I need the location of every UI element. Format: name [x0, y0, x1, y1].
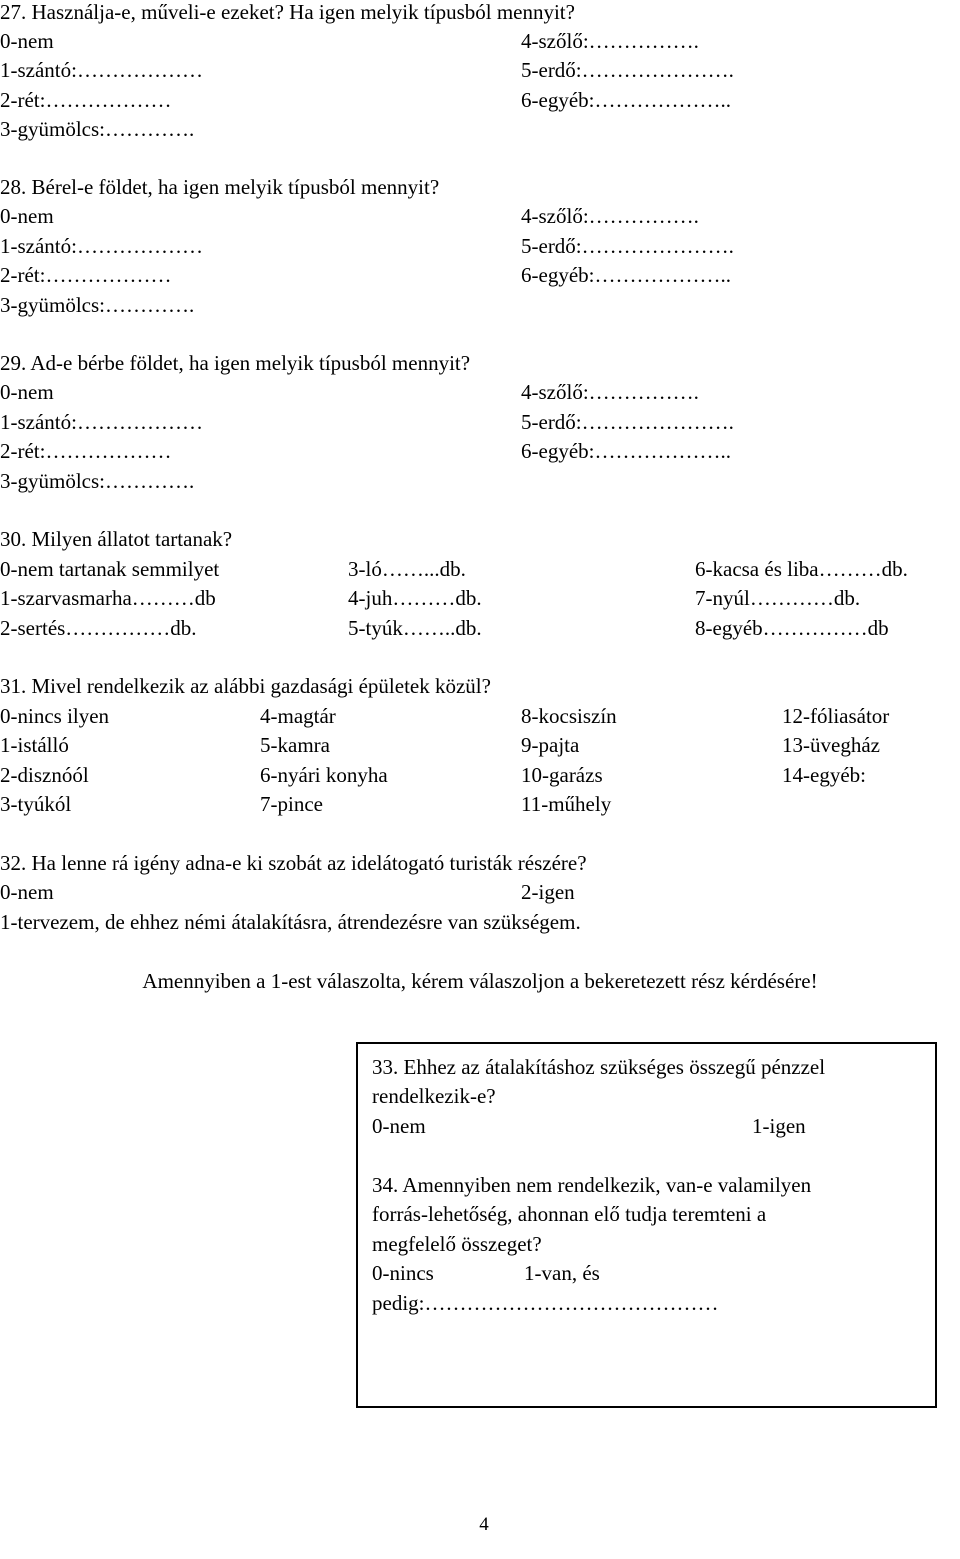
- q29-option-3: 3-gyümölcs:………….: [0, 469, 195, 493]
- q34-line-2: forrás-lehetőség, ahonnan elő tudja teremteni a: [372, 1202, 767, 1226]
- q31-option: 5-kamra: [260, 733, 330, 757]
- q31-option: 2-disznóól: [0, 763, 89, 787]
- q31-option: 6-nyári konyha: [260, 763, 388, 787]
- q27-option-4: 4-szőlő:…………….: [521, 29, 699, 53]
- q31-option: 1-istálló: [0, 733, 69, 757]
- page-number: 4: [479, 1514, 489, 1535]
- q30-option: 3-ló……...db.: [348, 557, 466, 581]
- q34-line-3: megfelelő összeget?: [372, 1232, 542, 1256]
- q31-option: 7-pince: [260, 792, 323, 816]
- q29-option-6: 6-egyéb:………………..: [521, 439, 731, 463]
- q28-option-3: 3-gyümölcs:………….: [0, 293, 195, 317]
- q30-option: 1-szarvasmarha………db: [0, 586, 216, 610]
- q28-option-0: 0-nem: [0, 204, 54, 228]
- q31-option: 8-kocsiszín: [521, 704, 617, 728]
- q27-option-1: 1-szántó:………………: [0, 58, 203, 82]
- q29-title: 29. Ad-e bérbe földet, ha igen melyik típusból mennyit?: [0, 351, 471, 375]
- q31-option: 4-magtár: [260, 704, 336, 728]
- q34-line-1: 34. Amennyiben nem rendelkezik, van-e valamilyen: [372, 1173, 812, 1197]
- q27-option-0: 0-nem: [0, 29, 54, 53]
- q29-option-0: 0-nem: [0, 380, 54, 404]
- q27-option-3: 3-gyümölcs:………….: [0, 117, 195, 141]
- q31-option: 11-műhely: [521, 792, 612, 816]
- q33-line-2: rendelkezik-e?: [372, 1084, 496, 1108]
- q30-option: 5-tyúk……..db.: [348, 616, 482, 640]
- q33-option-0: 0-nem: [372, 1114, 426, 1138]
- q34-line-4: pedig:……………………………………: [372, 1291, 719, 1315]
- q31-option: 14-egyéb:: [782, 763, 866, 787]
- q34-option-0: 0-nincs: [372, 1261, 434, 1285]
- q29-option-1: 1-szántó:………………: [0, 410, 203, 434]
- q30-option: 6-kacsa és liba………db.: [695, 557, 908, 581]
- q28-option-2: 2-rét:………………: [0, 263, 172, 287]
- instruction-text: Amennyiben a 1-est válaszolta, kérem válaszoljon a bekeretezett rész kérdésére!: [142, 969, 818, 993]
- q30-title: 30. Milyen állatot tartanak?: [0, 527, 233, 551]
- q30-option: 4-juh………db.: [348, 586, 482, 610]
- q28-option-5: 5-erdő:………………….: [521, 234, 734, 258]
- q31-option: 10-garázs: [521, 763, 603, 787]
- q31-option: 3-tyúkól: [0, 792, 72, 816]
- q32-option-2: 2-igen: [521, 880, 575, 904]
- q32-option-0: 0-nem: [0, 880, 54, 904]
- q28-option-1: 1-szántó:………………: [0, 234, 203, 258]
- q31-option: 9-pajta: [521, 733, 580, 757]
- q28-title: 28. Bérel-e földet, ha igen melyik típusból mennyit?: [0, 175, 440, 199]
- q32-title: 32. Ha lenne rá igény adna-e ki szobát az idelátogató turisták részére?: [0, 851, 587, 875]
- q34-option-1: 1-van, és: [524, 1261, 600, 1285]
- q31-option: 12-fóliasátor: [782, 704, 890, 728]
- q31-option: 13-üvegház: [782, 733, 880, 757]
- q30-option: 0-nem tartanak semmilyet: [0, 557, 220, 581]
- q31-title: 31. Mivel rendelkezik az alábbi gazdasági épületek közül?: [0, 674, 491, 698]
- q29-option-4: 4-szőlő:…………….: [521, 380, 699, 404]
- q30-option: 2-sertés……………db.: [0, 616, 197, 640]
- q29-option-5: 5-erdő:………………….: [521, 410, 734, 434]
- q33-line-1: 33. Ehhez az átalakításhoz szükséges összegű pénzzel: [372, 1055, 826, 1079]
- q29-option-2: 2-rét:………………: [0, 439, 172, 463]
- q33-option-1: 1-igen: [752, 1114, 806, 1138]
- q32-option-1: 1-tervezem, de ehhez némi átalakításra, átrendezésre van szükségem.: [0, 910, 581, 934]
- q27-option-6: 6-egyéb:………………..: [521, 88, 731, 112]
- q31-option: 0-nincs ilyen: [0, 704, 110, 728]
- q27-option-5: 5-erdő:………………….: [521, 58, 734, 82]
- q27-option-2: 2-rét:………………: [0, 88, 172, 112]
- q28-option-4: 4-szőlő:…………….: [521, 204, 699, 228]
- q28-option-6: 6-egyéb:………………..: [521, 263, 731, 287]
- q30-option: 7-nyúl…………db.: [695, 586, 861, 610]
- q27-title: 27. Használja-e, műveli-e ezeket? Ha igen melyik típusból mennyit?: [0, 0, 575, 24]
- q30-option: 8-egyéb……………db: [695, 616, 889, 640]
- framed-questions-box: [356, 1042, 937, 1408]
